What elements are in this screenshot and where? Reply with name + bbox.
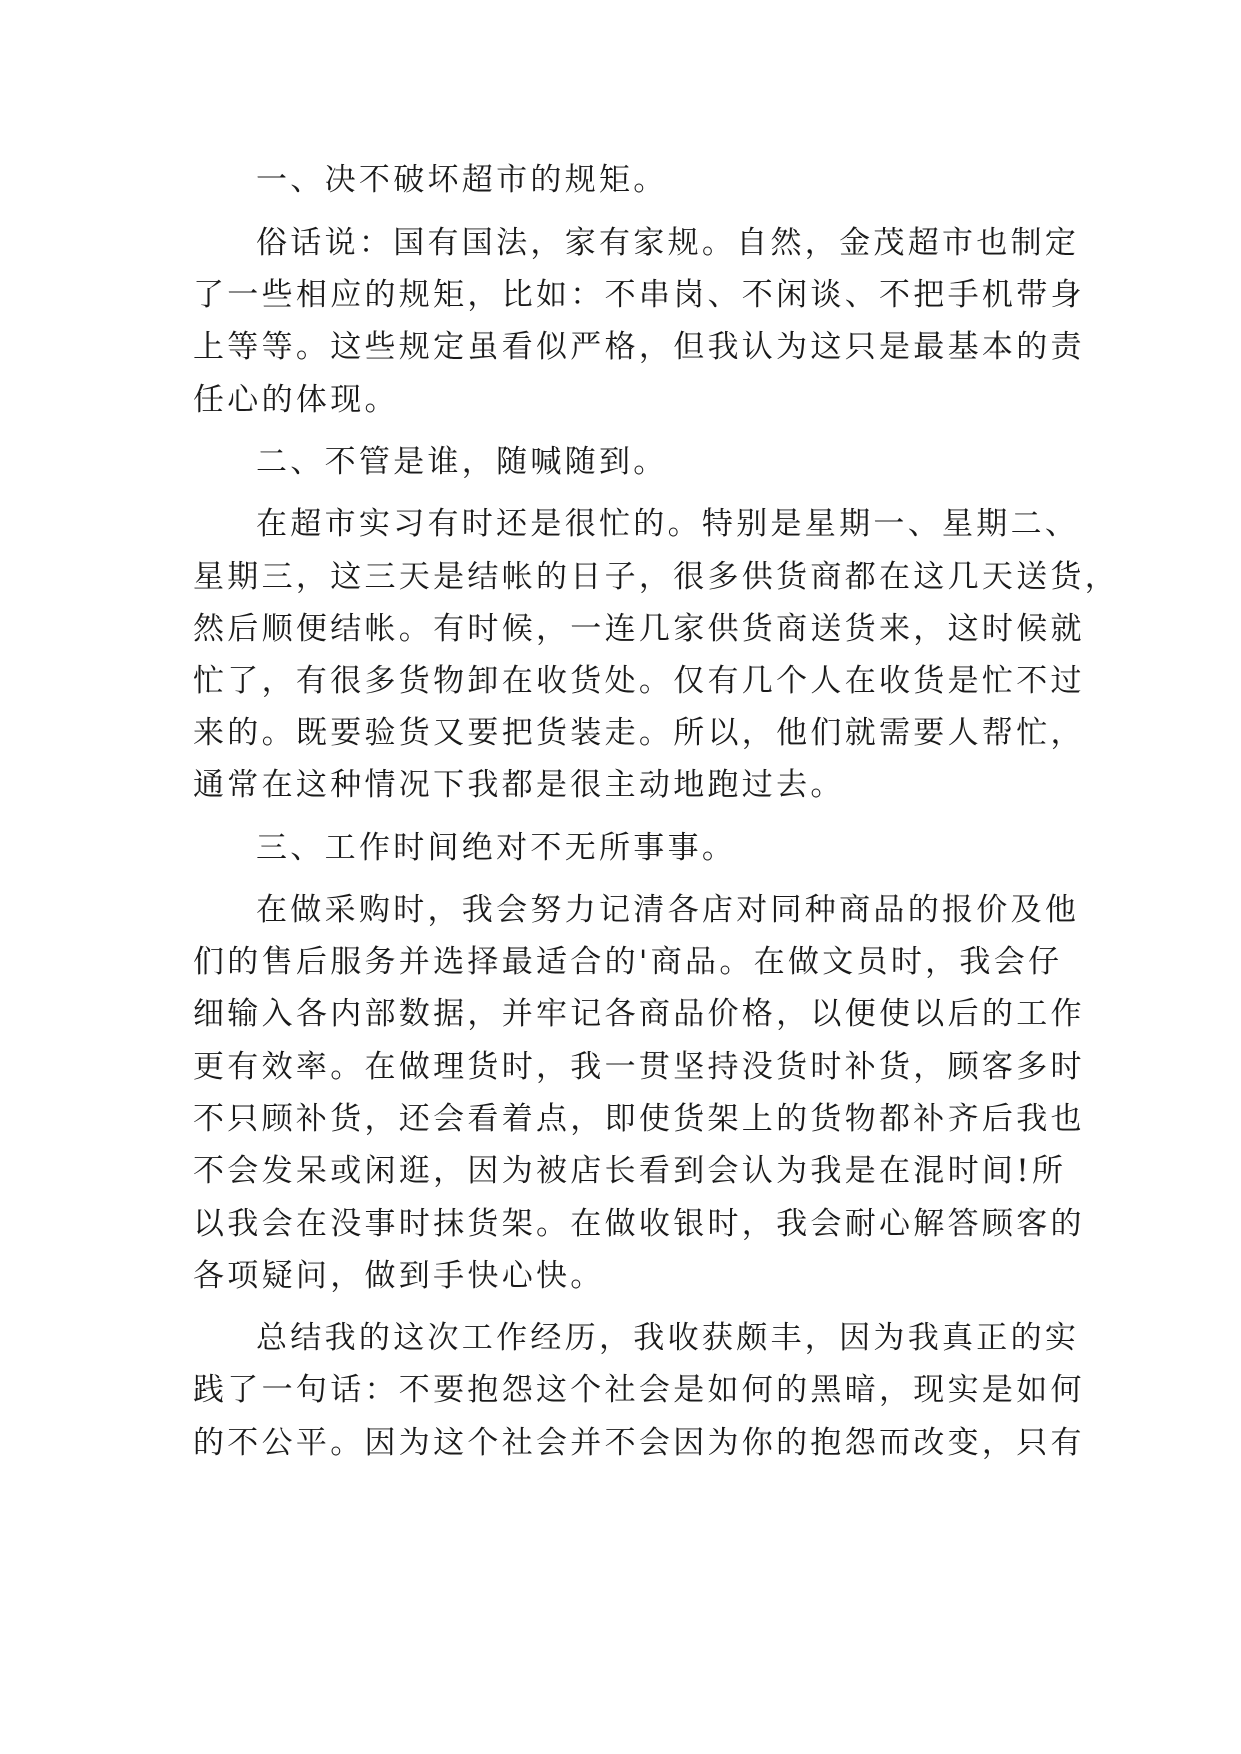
paragraph-line: 以我会在没事时抹货架。在做收银时，我会耐心解答顾客的 [193, 1206, 1085, 1242]
paragraph-line: 然后顺便结帐。有时候，一连几家供货商送货来，这时候就 [193, 611, 1085, 647]
paragraph-line: 的不公平。因为这个社会并不会因为你的抱怨而改变，只有 [193, 1425, 1085, 1461]
paragraph-line: 忙了，有很多货物卸在收货处。仅有几个人在收货是忙不过 [193, 663, 1085, 699]
paragraph-line: 来的。既要验货又要把货装走。所以，他们就需要人帮忙， [193, 715, 1085, 751]
paragraph-line: 通常在这种情况下我都是很主动地跑过去。 [193, 767, 845, 803]
paragraph-line: 总结我的这次工作经历，我收获颇丰，因为我真正的实 [256, 1320, 1080, 1356]
paragraph-line: 不只顾补货，还会看着点，即使货架上的货物都补齐后我也 [193, 1101, 1085, 1137]
paragraph-line: 在做采购时，我会努力记清各店对同种商品的报价及他 [256, 892, 1080, 928]
section-heading-2: 二、不管是谁，随喊随到。 [256, 444, 668, 480]
paragraph-line: 更有效率。在做理货时，我一贯坚持没货时补货，顾客多时 [193, 1049, 1085, 1085]
paragraph-line: 在超市实习有时还是很忙的。特别是星期一、星期二、 [256, 506, 1080, 542]
section-heading-1: 一、决不破坏超市的规矩。 [256, 162, 668, 198]
paragraph-line: 任心的体现。 [193, 382, 399, 418]
section-heading-3: 三、工作时间绝对不无所事事。 [256, 830, 737, 866]
paragraph-line: 俗话说：国有国法，家有家规。自然，金茂超市也制定 [256, 225, 1080, 261]
paragraph-line: 不会发呆或闲逛，因为被店长看到会认为我是在混时间!所 [193, 1153, 1067, 1189]
paragraph-line: 践了一句话：不要抱怨这个社会是如何的黑暗，现实是如何 [193, 1372, 1085, 1408]
paragraph-line: 们的售后服务并选择最适合的'商品。在做文员时，我会仔 [193, 944, 1063, 980]
paragraph-line: 各项疑问，做到手快心快。 [193, 1258, 605, 1294]
paragraph-line: 星期三，这三天是结帐的日子，很多供货商都在这几天送货， [193, 559, 1120, 595]
paragraph-line: 了一些相应的规矩，比如：不串岗、不闲谈、不把手机带身 [193, 277, 1085, 313]
paragraph-line: 上等等。这些规定虽看似严格，但我认为这只是最基本的责 [193, 329, 1085, 365]
paragraph-line: 细输入各内部数据，并牢记各商品价格，以便使以后的工作 [193, 996, 1085, 1032]
